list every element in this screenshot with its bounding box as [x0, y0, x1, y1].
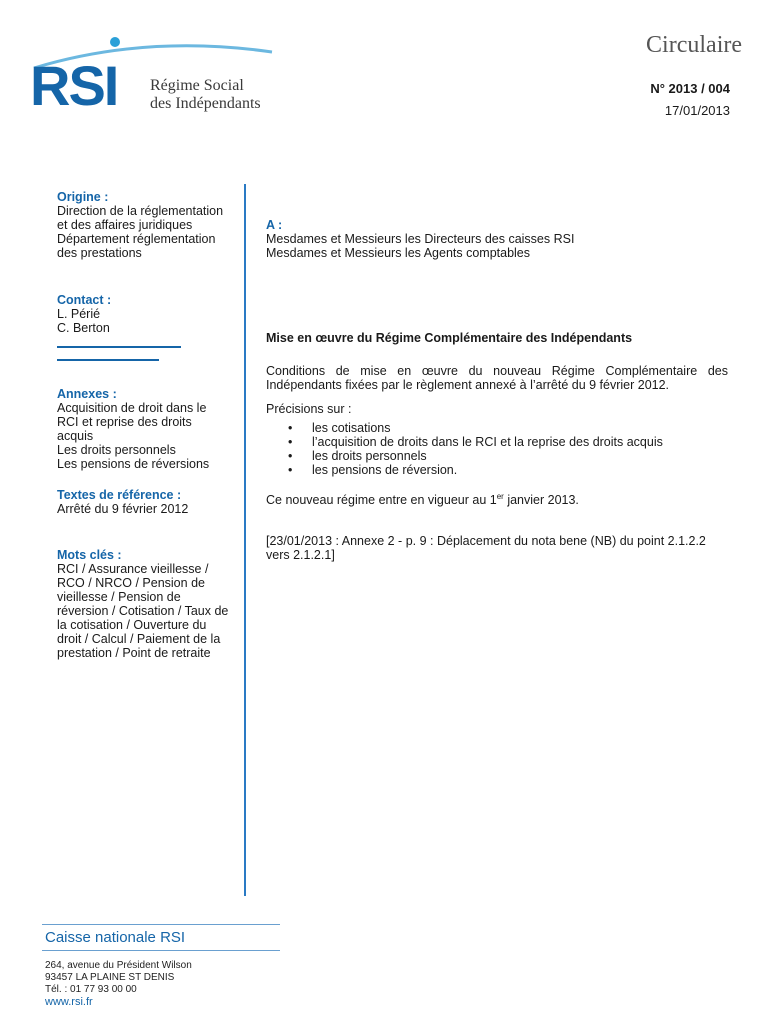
contact-line: C. Berton: [57, 321, 110, 335]
textes-block: [57, 488, 242, 516]
list-item: • les cotisations: [266, 421, 736, 435]
contact-heading: Contact :: [57, 293, 112, 307]
entry-sup: er: [496, 492, 504, 501]
list-item: • les pensions de réversion.: [266, 463, 736, 477]
entry-into-force: [266, 490, 736, 507]
footer-org: Caisse nationale RSI: [45, 929, 186, 946]
recipients-heading: A :: [266, 218, 283, 232]
address-line: Tél. : 01 77 93 00 00: [45, 984, 137, 995]
annexes-line: acquis: [57, 429, 94, 443]
logo-acronym: RSI: [30, 54, 118, 117]
recipient-line: Mesdames et Messieurs les Directeurs des caisses RSI: [266, 232, 575, 246]
mots-cles-line: prestation / Point de retraite: [57, 646, 211, 660]
origine-heading: Origine :: [57, 190, 109, 204]
mots-cles-line: réversion / Cotisation / Taux de: [57, 604, 229, 618]
mots-cles-line: RCI / Assurance vieillesse /: [57, 562, 209, 576]
footer-website[interactable]: www.rsi.fr: [45, 996, 93, 1008]
doc-type: Circulaire: [646, 32, 742, 58]
intro-line: Conditions de mise en œuvre du nouveau Régime Complémentaire des: [266, 364, 728, 378]
mots-cles-heading: Mots clés :: [57, 548, 122, 562]
entry-text: janvier 2013.: [503, 493, 579, 508]
doc-number: N° 2013 / 004: [650, 81, 730, 96]
update-line: vers 2.1.2.1]: [266, 548, 335, 562]
precisions-label: Précisions sur :: [266, 402, 352, 416]
address-line: 264, avenue du Président Wilson: [45, 960, 192, 971]
origine-block: [57, 190, 242, 260]
list-item: • les droits personnels: [266, 449, 736, 463]
intro-line: Indépendants fixées par le règlement annexé à l’arrêté du 9 février 2012.: [266, 378, 670, 392]
update-line: [23/01/2013 : Annexe 2 - p. 9 : Déplacement du nota bene (NB) du point 2.1.2.2: [266, 534, 706, 548]
annexes-line: Acquisition de droit dans le: [57, 401, 207, 415]
origine-line: Direction de la réglementation: [57, 204, 224, 218]
annexes-line: Les droits personnels: [57, 443, 176, 457]
annexes-block: [57, 387, 242, 471]
contact-block: [57, 293, 242, 335]
logo-line2: des Indépendants: [150, 95, 261, 112]
intro-paragraph: [266, 364, 728, 392]
textes-line: Arrêté du 9 février 2012: [57, 502, 189, 516]
mots-cles-line: RCO / NRCO / Pension de: [57, 576, 205, 590]
update-note: [266, 534, 736, 562]
doc-date: 17/01/2013: [664, 103, 730, 118]
contact-rule: [57, 359, 159, 361]
footer-rule: [42, 950, 280, 951]
mots-cles-line: la cotisation / Ouverture du: [57, 618, 207, 632]
vertical-divider: [244, 184, 246, 896]
annexes-line: Les pensions de réversions: [57, 457, 210, 471]
address-line: 93457 LA PLAINE ST DENIS: [45, 972, 175, 983]
subject: Mise en œuvre du Régime Complémentaire des Indépendants: [266, 331, 633, 345]
recipient-line: Mesdames et Messieurs les Agents comptables: [266, 246, 531, 260]
mots-cles-block: [57, 548, 242, 660]
footer-address: [45, 960, 192, 996]
contact-rule: [57, 346, 181, 348]
annexes-heading: Annexes :: [57, 387, 117, 401]
annexes-line: RCI et reprise des droits: [57, 415, 192, 429]
rsi-logo: [26, 30, 276, 125]
logo-line1: Régime Social: [150, 77, 244, 94]
list-item: • l’acquisition de droits dans le RCI et la reprise des droits acquis: [266, 435, 736, 449]
textes-heading: Textes de référence :: [57, 488, 182, 502]
entry-text: Ce nouveau régime entre en vigueur au 1: [266, 493, 497, 508]
precisions-list: [266, 421, 736, 477]
origine-line: et des affaires juridiques: [57, 218, 193, 232]
mots-cles-line: droit / Calcul / Paiement de la: [57, 632, 221, 646]
contact-line: L. Périé: [57, 307, 101, 321]
footer-rule: [42, 924, 280, 925]
mots-cles-line: vieillesse / Pension de: [57, 590, 181, 604]
origine-line: Département réglementation: [57, 232, 216, 246]
origine-line: des prestations: [57, 246, 142, 260]
recipients-block: [266, 218, 736, 260]
